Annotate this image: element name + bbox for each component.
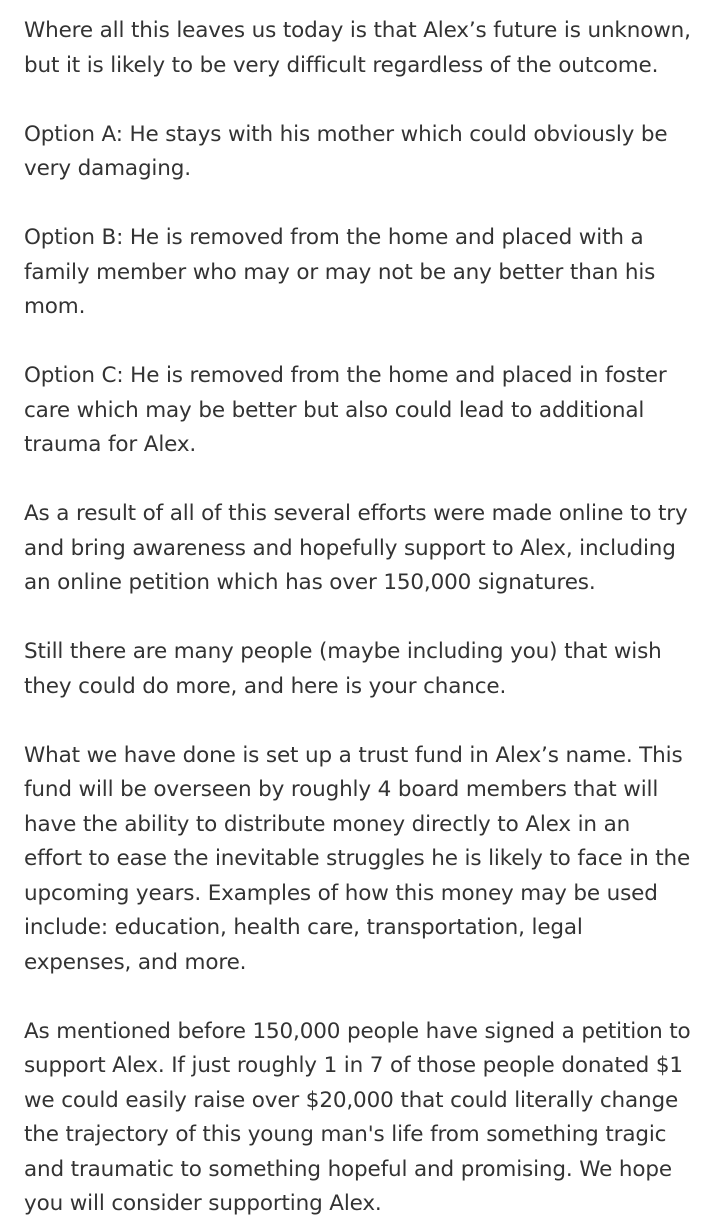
paragraph-online-efforts: As a result of all of this several efforts were made online to try and bring awareness and hopefully support to Alex, including an online petition which has over 150,000 signatures. (24, 501, 688, 595)
paragraph-donation-appeal: As mentioned before 150,000 people have signed a petition to support Alex. If just roughly 1 in 7 of those people donated $1 we could easily raise over $20,000 that could literally change the trajectory of this young man's life from something tragic and traumatic to something hopeful and promising. We hope you will consider supporting Alex. (24, 1018, 691, 1216)
paragraph-trust-fund: What we have done is set up a trust fund in Alex’s name. This fund will be overseen by roughly 4 board members that will have the ability to distribute money directly to Alex in an effort to ease the inevitable struggles he is likely to face in the upcoming years. Examples of how this money may be used include: education, health care, transportation, legal expenses, and more. (24, 742, 691, 975)
paragraph-your-chance: Still there are many people (maybe including you) that wish they could do more, and here is your chance. (24, 639, 662, 699)
paragraph-option-c: Option C: He is removed from the home and placed in foster care which may be better but also could lead to additional trauma for Alex. (24, 363, 667, 457)
paragraph-option-a: Option A: He stays with his mother which could obviously be very damaging. (24, 121, 668, 181)
article-body (24, 14, 692, 1222)
paragraph-option-b: Option B: He is removed from the home and placed with a family member who may or may not be any better than his mom. (24, 225, 656, 319)
paragraph-future-unknown: Where all this leaves us today is that Alex’s future is unknown, but it is likely to be very difficult regardless of the outcome. (24, 18, 691, 78)
